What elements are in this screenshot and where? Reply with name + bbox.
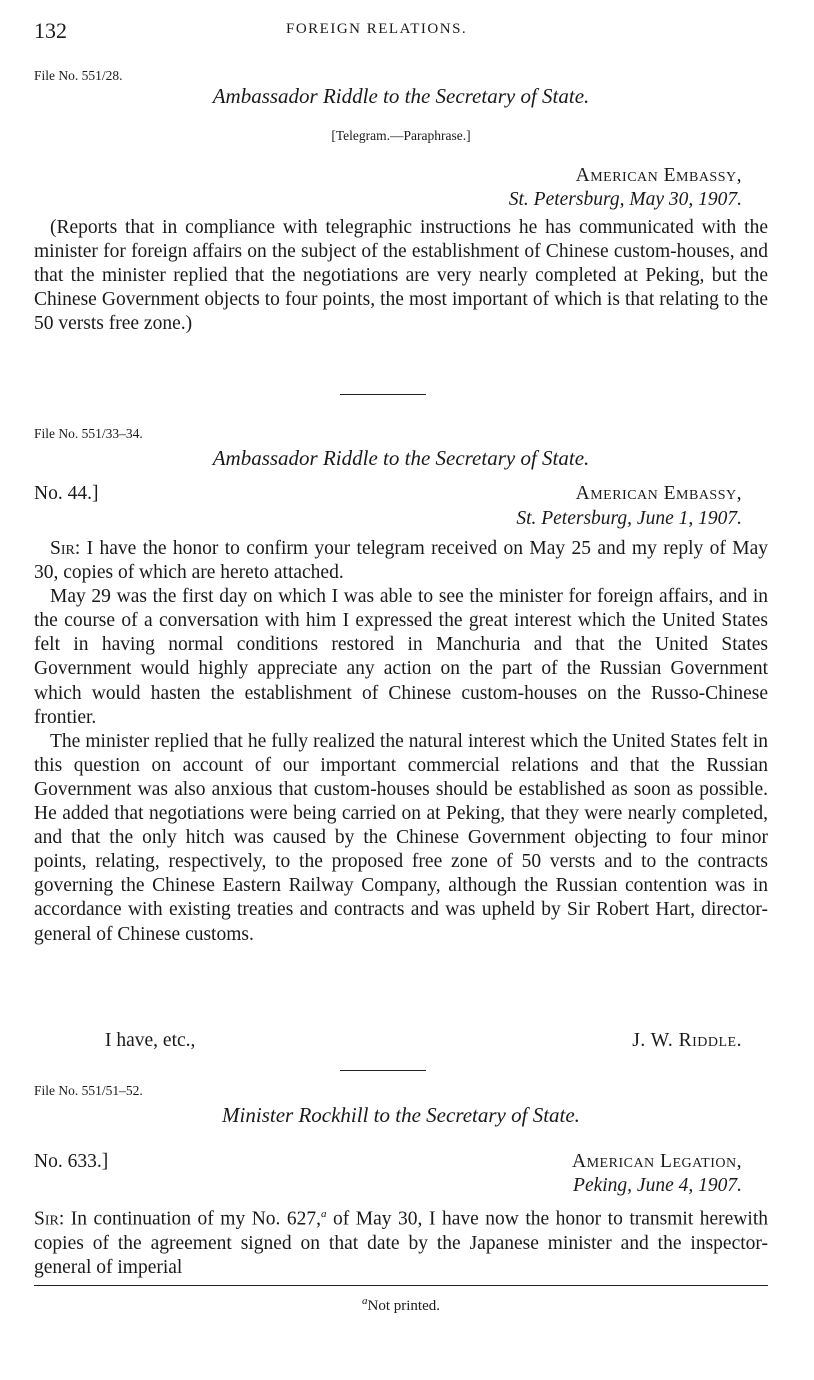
page-number: 132	[34, 18, 67, 43]
section-divider	[340, 394, 426, 395]
dateline: St. Petersburg, May 30, 1907.	[508, 189, 742, 210]
footnote-marker: a	[321, 1208, 327, 1220]
document-title: Minister Rockhill to the Secretary of State.	[222, 1103, 580, 1127]
footnote: $^a$Not printed.	[362, 1295, 440, 1314]
footnote-marker: a	[362, 1295, 368, 1307]
body-text	[34, 537, 768, 947]
paragraph: Sir: In continuation of my No. 627,$^a$ of May 30, I have now the honor to transmit herewith copies of the agreement signed on that date by the Japanese minister and the inspector-general of imperial	[34, 1208, 768, 1278]
dispatch-number: No. 44.]	[34, 483, 99, 504]
signature: J. W. Riddle.	[632, 1030, 742, 1051]
footnote-divider	[34, 1285, 768, 1286]
place-line: American Embassy,	[575, 483, 742, 504]
file-number: File No. 551/51–52.	[34, 1083, 143, 1098]
running-title: FOREIGN RELATIONS.	[286, 21, 468, 37]
salutation: Sir	[34, 1208, 59, 1230]
place-line: American Embassy,	[575, 165, 742, 186]
document-title: Ambassador Riddle to the Secretary of State.	[212, 446, 590, 470]
paragraph: (Reports that in compliance with telegraphic instructions he has communicated with the minister for foreign affairs on the subject of the establishment of Chinese custom-houses, and that the minister replied that the negotiations are very nearly completed at Peking, but the Chinese Government objects to four points, the most important of which is that relating to the 50 versts free zone.)	[34, 217, 768, 335]
paragraph: May 29 was the first day on which I was able to see the minister for foreign affairs, and in the course of a conversation with him I expressed the great interest which the United States felt in having normal conditions restored in Manchuria and that the United States Government would highly appreciate any action on the part of the Russian Government which would hasten the establishment of Chinese custom-houses on the Russo-Chinese frontier.	[34, 586, 768, 728]
file-number: File No. 551/28.	[34, 68, 123, 83]
body-text	[34, 216, 768, 336]
dispatch-number: No. 633.]	[34, 1151, 109, 1172]
closing: I have, etc.,	[105, 1030, 196, 1051]
place-line: American Legation,	[572, 1151, 742, 1172]
document-page	[34, 0, 768, 1380]
dateline: St. Petersburg, June 1, 1907.	[516, 508, 742, 529]
dateline: Peking, June 4, 1907.	[573, 1175, 742, 1196]
paragraph: The minister replied that he fully realized the natural interest which the United States felt in this question on account of our important commercial relations and that the Russian Government was also anxious that custom-houses should be established as soon as possible. He added that negotiations were being carried on at Peking, that they were nearly completed, and that the only hitch was caused by the Chinese Government objecting to four minor points, relating, respectively, to the proposed free zone of 50 versts and to the contracts governing the Chinese Eastern Railway Company, although the Russian contention was in accordance with existing treaties and contracts and was upheld by Sir Robert Hart, director-general of Chinese customs.	[34, 730, 768, 945]
document-title: Ambassador Riddle to the Secretary of State.	[212, 84, 590, 108]
body-text	[34, 1202, 768, 1280]
section-divider	[340, 1070, 426, 1071]
file-number: File No. 551/33–34.	[34, 426, 143, 441]
telegram-note: [Telegram.—Paraphrase.]	[331, 128, 471, 143]
paragraph: Sir: I have the honor to confirm your telegram received on May 25 and my reply of May 30, copies of which are hereto attached.	[34, 538, 768, 584]
salutation: Sir	[50, 538, 75, 559]
